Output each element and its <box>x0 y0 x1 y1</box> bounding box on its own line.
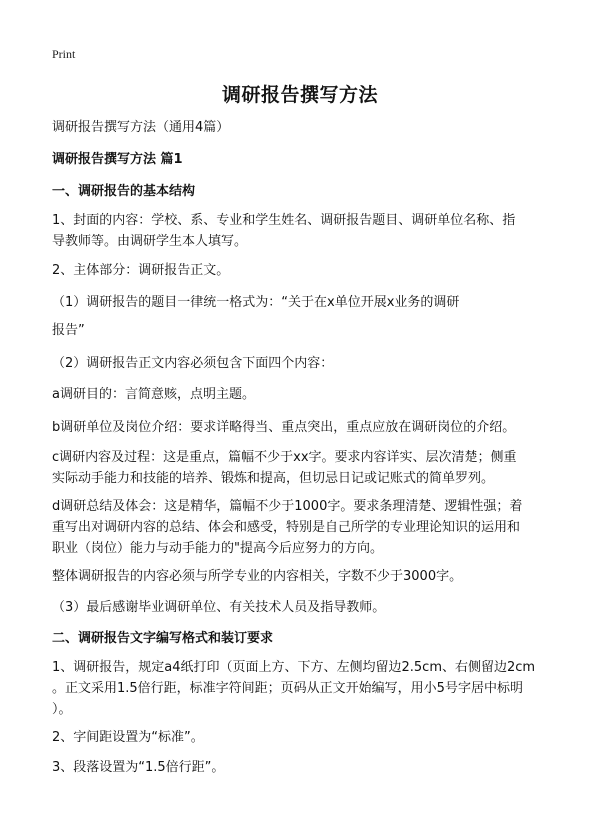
paragraph: 整体调研报告的内容必须与所学专业的内容相关，字数不少于3000字。 <box>52 569 463 584</box>
paragraph-line: 报告” <box>52 323 85 338</box>
section-heading-2: 二、调研报告文字编写格式和装订要求 <box>52 631 274 646</box>
document-subtitle: 调研报告撰写方法（通用4篇） <box>52 120 230 135</box>
paragraph-line: 。正文采用1.5倍行距，标准字符间距；页码从正文开始编写，用小5号字居中标明 <box>52 681 523 696</box>
paragraph-line: d调研总结及体会：这是精华，篇幅不少于1000字。要求条理清楚、逻辑性强；着 <box>52 499 523 514</box>
paragraph-line: （1）调研报告的题目一律统一格式为：“关于在x单位开展x业务的调研 <box>52 295 460 310</box>
paragraph-line: ）。 <box>52 702 72 717</box>
paragraph: 2、字间距设置为“标准”。 <box>52 730 204 745</box>
paragraph: 3、段落设置为“1.5倍行距”。 <box>52 760 225 775</box>
paragraph-line: 导教师等。由调研学生本人填写。 <box>52 234 248 249</box>
paragraph-line: c调研内容及过程：这是重点，篇幅不少于xx字。要求内容详实、层次清楚；侧重 <box>52 450 517 465</box>
print-link[interactable]: Print <box>52 47 76 61</box>
paragraph: a调研目的：言简意赅，点明主题。 <box>52 387 255 402</box>
paragraph: （3）最后感谢毕业调研单位、有关技术人员及指导教师。 <box>52 600 386 615</box>
paragraph-line: 职业（岗位）能力与动手能力的"提高今后应努力的方向。 <box>52 541 383 556</box>
paragraph-line: 1、调研报告，规定a4纸打印（页面上方、下方、左侧均留边2.5cm、右侧留边2cm <box>52 660 536 675</box>
paragraph-line: 重写出对调研内容的总结、体会和感受，特别是自己所学的专业理论知识的运用和 <box>52 520 521 535</box>
paragraph-line: 实际动手能力和技能的培养、锻炼和提高，但切忌日记或记账式的简单罗列。 <box>52 471 495 486</box>
paragraph: b调研单位及岗位介绍：要求详略得当、重点突出，重点应放在调研岗位的介绍。 <box>52 420 516 435</box>
page-title: 调研报告撰写方法 <box>221 84 378 106</box>
section-heading-1: 一、调研报告的基本结构 <box>52 184 196 199</box>
paragraph-line: 1、封面的内容：学校、系、专业和学生姓名、调研报告题目、调研单位名称、指 <box>52 213 516 228</box>
part-heading: 调研报告撰写方法 篇1 <box>52 152 183 167</box>
paragraph: （2）调研报告正文内容必须包含下面四个内容： <box>52 356 334 371</box>
paragraph: 2、主体部分：调研报告正文。 <box>52 263 230 278</box>
